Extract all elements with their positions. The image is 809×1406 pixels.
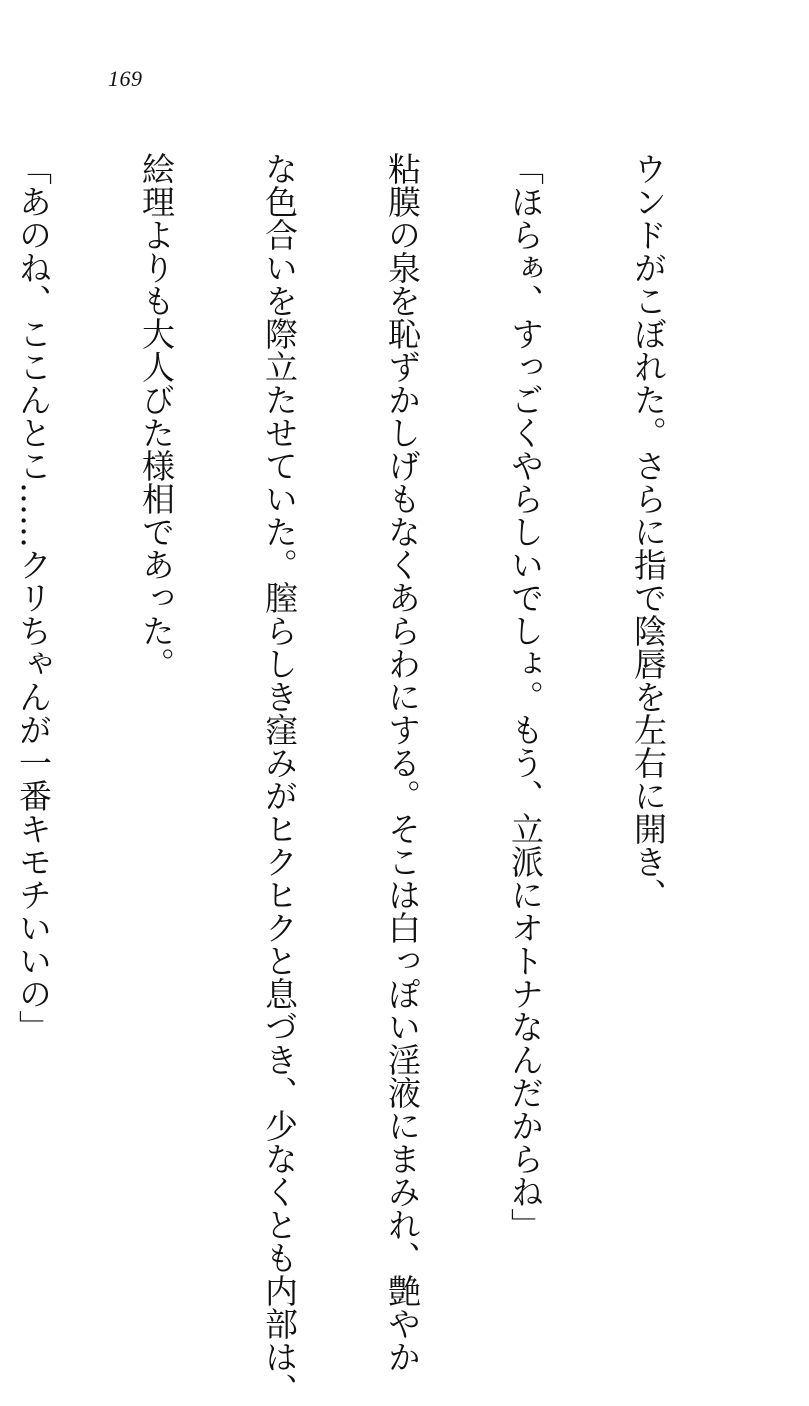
text-line: ウンドがこぼれた。さらに指で陰唇を左右に開き、: [629, 152, 668, 911]
body-text: [0, 152, 751, 1406]
text-line: な色合いを際立たせていた。膣らしき窪みがヒクヒクと息づき、少なくとも内部は、: [260, 152, 299, 1406]
text-line: 絵理よりも大人びた様相であった。: [137, 152, 176, 680]
text-line: 「ほらぁ、すっごくやらしいでしょ。もう、立派にオトナなんだからね」: [506, 152, 545, 1241]
page-number: 169: [108, 66, 143, 91]
text-line: 「あのね、ここんとこ……クリちゃんが一番キモチいいの」: [14, 152, 53, 1043]
text-line: 粘膜の泉を恥ずかしげもなくあらわにする。そこは白っぽい淫液にまみれ、艶やか: [383, 152, 422, 1373]
